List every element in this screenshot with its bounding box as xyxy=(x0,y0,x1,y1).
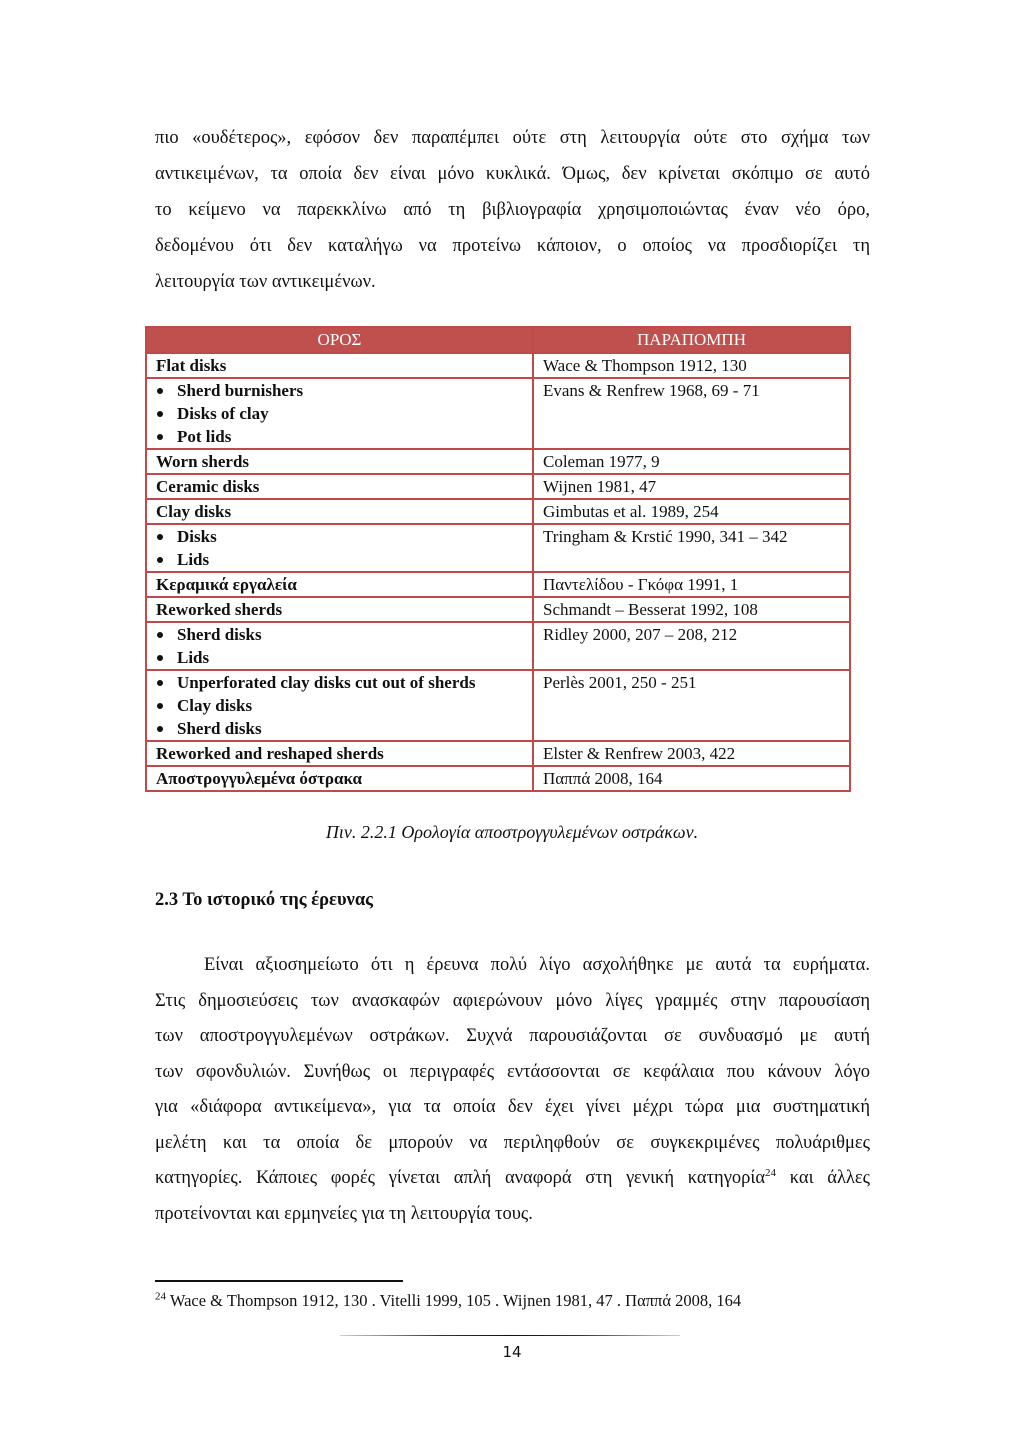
table-header-row xyxy=(146,327,850,353)
body-line: των σφονδυλιών. Συνήθως οι περιγραφές εντάσσονται σε κεφάλαια που κάνουν λόγο xyxy=(155,1061,870,1082)
term-cell: Clay disks xyxy=(146,499,533,524)
table-row xyxy=(146,766,850,791)
body-line: προτείνονται και ερμηνείες για τη λειτουργία τους. xyxy=(155,1203,533,1224)
reference-cell: Tringham & Krstić 1990, 341 – 342 xyxy=(533,524,850,572)
table-row xyxy=(146,449,850,474)
bullet-item: Lids xyxy=(156,548,532,571)
term-cell: Reworked and reshaped sherds xyxy=(146,741,533,766)
intro-line: το κείμενο να παρεκκλίνω από τη βιβλιογραφία χρησιμοποιώντας έναν νέο όρο, xyxy=(155,200,870,220)
term-cell xyxy=(146,670,533,741)
reference-cell: Schmandt – Besserat 1992, 108 xyxy=(533,597,850,622)
bullet-item: Disks of clay xyxy=(156,402,532,425)
term-cell: Worn sherds xyxy=(146,449,533,474)
bullet-item: Disks xyxy=(156,525,532,548)
body-line: για «διάφορα αντικείμενα», για τα οποία δεν έχει γίνει μέχρι τώρα μια συστηματική xyxy=(155,1097,870,1117)
table-row xyxy=(146,474,850,499)
table-row xyxy=(146,597,850,622)
footnote-separator xyxy=(155,1280,403,1282)
term-cell: Flat disks xyxy=(146,353,533,378)
table-row xyxy=(146,353,850,378)
reference-cell: Perlès 2001, 250 - 251 xyxy=(533,670,850,741)
bullet-item: Clay disks xyxy=(156,694,532,717)
intro-line: λειτουργία των αντικειμένων. xyxy=(155,272,376,292)
reference-cell: Wace & Thompson 1912, 130 xyxy=(533,353,850,378)
footer-divider xyxy=(340,1335,680,1336)
body-line: Στις δημοσιεύσεις των ανασκαφών αφιερώνουν μόνο λίγες γραμμές στην παρουσίαση xyxy=(155,990,870,1011)
body-line xyxy=(155,1161,870,1197)
intro-line: δεδομένου ότι δεν καταλήγω να προτείνω κάποιον, ο οποίος να προσδιορίζει τη xyxy=(155,236,870,256)
table-caption: Πιν. 2.2.1 Ορολογία αποστρογγυλεμένων οστράκων. xyxy=(325,822,699,842)
table-row xyxy=(146,670,850,741)
term-cell: Κεραμικά εργαλεία xyxy=(146,572,533,597)
body-line: μελέτη και τα οποία δε μπορούν να περιληφθούν σε συγκεκριμένες πολυάριθμες xyxy=(155,1132,870,1153)
term-cell: Αποστρογγυλεμένα όστρακα xyxy=(146,766,533,791)
term-cell: Reworked sherds xyxy=(146,597,533,622)
intro-paragraph xyxy=(155,120,870,300)
table-row xyxy=(146,622,850,670)
reference-cell: Wijnen 1981, 47 xyxy=(533,474,850,499)
reference-cell: Evans & Renfrew 1968, 69 - 71 xyxy=(533,378,850,449)
reference-cell: Παντελίδου - Γκόφα 1991, 1 xyxy=(533,572,850,597)
table-row xyxy=(146,524,850,572)
reference-cell: Παππά 2008, 164 xyxy=(533,766,850,791)
table-row xyxy=(146,741,850,766)
body-paragraph xyxy=(155,948,870,1232)
section-heading: 2.3 Το ιστορικό της έρευνας xyxy=(155,890,373,910)
terminology-table xyxy=(145,326,851,792)
table-row xyxy=(146,378,850,449)
reference-cell: Coleman 1977, 9 xyxy=(533,449,850,474)
page-number: 14 xyxy=(502,1343,522,1361)
body-line: των αποστρογγυλεμένων οστράκων. Συχνά παρουσιάζονται σε συνδυασμό με αυτή xyxy=(155,1026,870,1046)
header-reference: ΠΑΡΑΠΟΜΠΗ xyxy=(533,327,850,353)
bullet-item: Unperforated clay disks cut out of sherds xyxy=(156,671,532,694)
bullet-item: Lids xyxy=(156,646,532,669)
header-term: ΟΡΟΣ xyxy=(146,327,533,353)
body-line-text: κατηγορίες. Κάποιες φορές γίνεται απλή αναφορά στη γενική κατηγορία xyxy=(155,1168,766,1188)
term-cell xyxy=(146,622,533,670)
bullet-item: Sherd disks xyxy=(156,623,532,646)
reference-cell: Gimbutas et al. 1989, 254 xyxy=(533,499,850,524)
term-cell: Ceramic disks xyxy=(146,474,533,499)
reference-cell: Ridley 2000, 207 – 208, 212 xyxy=(533,622,850,670)
bullet-item: Pot lids xyxy=(156,425,532,448)
footnote-text: Wace & Thompson 1912, 130 . Vitelli 1999, 105 . Wijnen 1981, 47 . Παππά 2008, 164 xyxy=(166,1291,742,1310)
footnote-number: 24 xyxy=(155,1290,166,1303)
term-cell xyxy=(146,378,533,449)
table-row xyxy=(146,572,850,597)
bullet-item: Sherd burnishers xyxy=(156,379,532,402)
body-line-text: και άλλες xyxy=(776,1168,870,1188)
bullet-item: Sherd disks xyxy=(156,717,532,740)
footnote xyxy=(155,1291,741,1311)
term-cell xyxy=(146,524,533,572)
footnote-reference[interactable]: 24 xyxy=(765,1166,777,1179)
reference-cell: Elster & Renfrew 2003, 422 xyxy=(533,741,850,766)
intro-line: πιο «ουδέτερος», εφόσον δεν παραπέμπει ούτε στη λειτουργία ούτε στο σχήμα των xyxy=(155,128,870,148)
body-line: Είναι αξιοσημείωτο ότι η έρευνα πολύ λίγο ασχολήθηκε με αυτά τα ευρήματα. xyxy=(204,955,870,975)
table-row xyxy=(146,499,850,524)
intro-line: αντικειμένων, τα οποία δεν είναι μόνο κυκλικά. Όμως, δεν κρίνεται σκόπιμο σε αυτό xyxy=(155,164,870,184)
